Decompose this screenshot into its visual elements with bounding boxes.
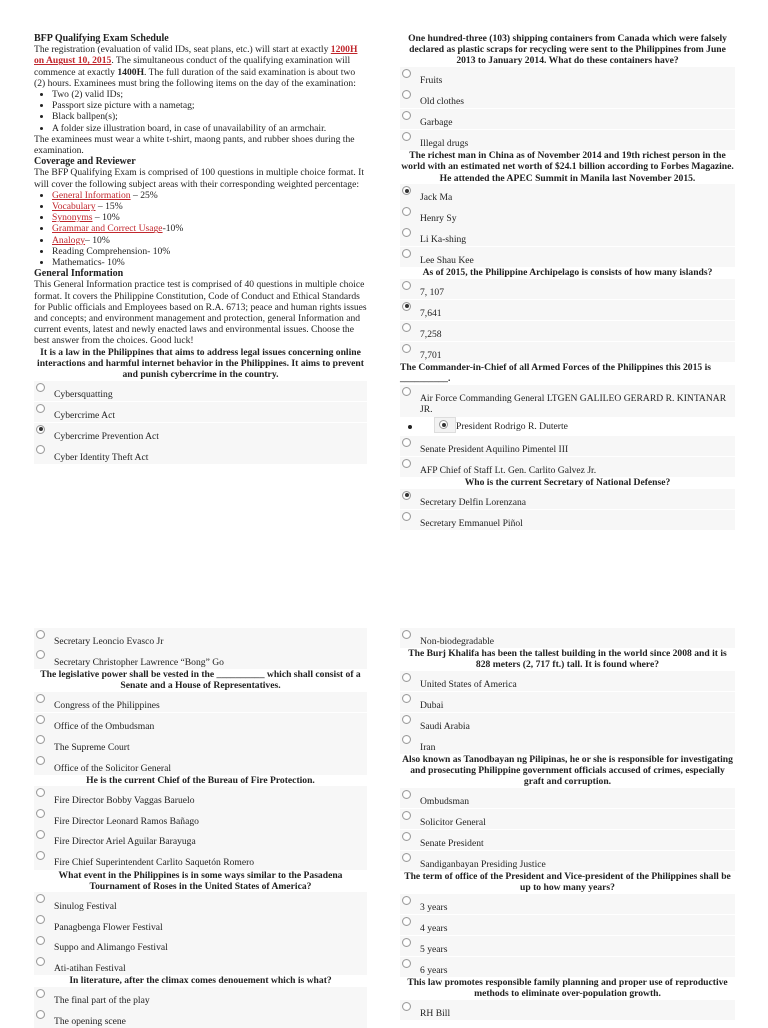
- left-top-column: [34, 33, 367, 464]
- answer-option[interactable]: Suppo and Alimango Festival: [34, 934, 367, 954]
- radio-button[interactable]: [402, 715, 411, 724]
- radio-button[interactable]: [36, 894, 45, 903]
- answer-option[interactable]: Non-biodegradable: [400, 628, 735, 648]
- radio-button[interactable]: [36, 809, 45, 818]
- subject-link[interactable]: Grammar and Correct Usage: [52, 223, 163, 235]
- answer-option[interactable]: Air Force Commanding General LTGEN GALILEO GERARD R. KINTANAR JR.: [400, 385, 735, 417]
- question-text: He is the current Chief of the Bureau of Fire Protection.: [86, 774, 315, 786]
- answer-option[interactable]: Li Ka-shing: [400, 226, 735, 246]
- subject-link[interactable]: General Information: [52, 189, 131, 201]
- radio-button[interactable]: [402, 630, 411, 639]
- answer-option[interactable]: Fruits: [400, 67, 735, 87]
- question-text: It is a law in the Philippines that aims to address legal issues concerning online interactions and harmful internet behavior in the Philippines. It aims to prevent and punish cybercrime in the country.: [37, 346, 364, 381]
- answer-option[interactable]: Sinulog Festival: [34, 892, 367, 912]
- list-item: • Two (2) valid IDs;: [52, 89, 367, 100]
- answer-option[interactable]: Senate President Aquilino Pimentel III: [400, 436, 735, 456]
- general-info-paragraph: This General Information practice test is comprised of 40 questions in multiple choice format. It covers the Philippine Constitution, Code of Conduct and Ethical Standards for Public officials and Employees based on R.A. 6713; peace and human rights issues and concepts; and environment management and protection, general Information and current events, latest and newly enacted laws and environmental issues. Choose the best answer from the choices. Good luck!: [34, 279, 367, 347]
- coverage-heading: Coverage and Reviewer: [34, 156, 136, 168]
- answer-option[interactable]: Secretary Delfin Lorenzana: [400, 489, 735, 509]
- question-text: The Commander-in-Chief of all Armed Forces of the Philippines this 2015 is __________.: [400, 362, 711, 385]
- radio-button[interactable]: [36, 650, 45, 659]
- radio-button-selected[interactable]: [439, 420, 448, 429]
- radio-button[interactable]: [36, 445, 45, 454]
- radio-button-selected[interactable]: [402, 491, 411, 500]
- radio-button[interactable]: [402, 207, 411, 216]
- subject-link[interactable]: Synonyms: [52, 212, 93, 224]
- answer-option[interactable]: RH Bill: [400, 1000, 735, 1020]
- general-info-heading: General Information: [34, 268, 124, 280]
- radio-button-selected[interactable]: [36, 425, 45, 434]
- question-text: In literature, after the climax comes denouement which is what?: [69, 975, 332, 987]
- list-item: • Black ballpen(s);: [52, 111, 367, 122]
- subject-link[interactable]: Analogy: [52, 234, 86, 246]
- radio-button[interactable]: [402, 832, 411, 841]
- answer-option[interactable]: 7,258: [400, 321, 735, 341]
- answer-option[interactable]: Panagbenga Flower Festival: [34, 913, 367, 933]
- answer-option[interactable]: Cybercrime Act: [34, 402, 367, 422]
- answer-option[interactable]: 7,641: [400, 300, 735, 320]
- list-item: • General Information – 25%: [52, 190, 367, 201]
- answer-option[interactable]: Secretary Emmanuel Piñol: [400, 510, 735, 530]
- radio-button[interactable]: [402, 228, 411, 237]
- radio-button[interactable]: [402, 673, 411, 682]
- radio-button[interactable]: [402, 735, 411, 744]
- answer-option[interactable]: Jack Ma: [400, 184, 735, 204]
- list-item: • Reading Comprehension- 10%: [52, 246, 367, 257]
- radio-button[interactable]: [402, 438, 411, 447]
- radio-button[interactable]: [402, 249, 411, 258]
- radio-button[interactable]: [402, 281, 411, 290]
- answer-option[interactable]: Cybersquatting: [34, 381, 367, 401]
- question-text: The legislative power shall be vested in the __________ which shall consist of a Senate and a House of Representatives.: [40, 668, 361, 691]
- answer-option[interactable]: United States of America: [400, 671, 735, 691]
- answer-option[interactable]: Cybercrime Prevention Act: [34, 423, 367, 443]
- radio-button[interactable]: [402, 694, 411, 703]
- question-text: Who is the current Secretary of National Defense?: [464, 477, 671, 489]
- question-text: The term of office of the President and Vice-president of the Philippines shall be up to how many years?: [404, 871, 731, 894]
- answer-option[interactable]: 7,701: [400, 342, 735, 362]
- registration-paragraph: The registration (evaluation of valid IDs, seat plans, etc.) will start at exactly 1200H on August 10, 2015. The simultaneous conduct of the qualifying examination will commence at exactly 1400H. The full duration of the said examination is about two (2) hours. Examinees must bring the following items on the day of the examination:: [34, 44, 358, 89]
- answer-option[interactable]: Solicitor General: [400, 809, 735, 829]
- radio-button[interactable]: [36, 957, 45, 966]
- radio-button[interactable]: [36, 715, 45, 724]
- answer-option[interactable]: President Rodrigo R. Duterte: [400, 417, 735, 435]
- radio-button-selected[interactable]: [402, 186, 411, 195]
- required-items-list: [34, 89, 367, 134]
- radio-button[interactable]: [402, 853, 411, 862]
- radio-button[interactable]: [402, 69, 411, 78]
- radio-button[interactable]: [36, 915, 45, 924]
- list-item: • Mathematics- 10%: [52, 257, 367, 268]
- radio-button[interactable]: [36, 1010, 45, 1019]
- answer-option[interactable]: Illegal drugs: [400, 130, 735, 150]
- answer-option[interactable]: Secretary Christopher Lawrence “Bong” Go: [34, 648, 367, 668]
- attire-paragraph: The examinees must wear a white t-shirt, maong pants, and rubber shoes during the examination.: [34, 133, 355, 157]
- list-item: • Passport size picture with a nametag;: [52, 100, 367, 111]
- question-text: The richest man in China as of November 2014 and 19th richest person in the world with an estimated net worth of $24.1 billion according to Forbes Magazine. He attended the APEC Summit in Manila last November 2015.: [401, 150, 734, 184]
- radio-button[interactable]: [402, 90, 411, 99]
- answer-option[interactable]: Congress of the Philippines: [34, 692, 367, 712]
- radio-button[interactable]: [36, 756, 45, 765]
- right-bottom-column: [400, 627, 735, 1020]
- radio-button[interactable]: [36, 936, 45, 945]
- answer-option[interactable]: 6 years: [400, 957, 735, 977]
- answer-option[interactable]: Secretary Leoncio Evasco Jr: [34, 628, 367, 648]
- answer-option[interactable]: 4 years: [400, 915, 735, 935]
- radio-button[interactable]: [402, 323, 411, 332]
- radio-button[interactable]: [36, 830, 45, 839]
- answer-option[interactable]: Office of the Ombudsman: [34, 713, 367, 733]
- radio-button[interactable]: [36, 788, 45, 797]
- list-item: • A folder size illustration board, in case of unavailability of an armchair.: [52, 123, 367, 134]
- answer-option[interactable]: Fire Director Ariel Aguilar Barayuga: [34, 828, 367, 848]
- radio-button[interactable]: [36, 989, 45, 998]
- answer-option[interactable]: Ati-atihan Festival: [34, 955, 367, 975]
- answer-option[interactable]: Senate President: [400, 830, 735, 850]
- radio-button[interactable]: [402, 1002, 411, 1011]
- answer-option[interactable]: Iran: [400, 733, 735, 753]
- answer-option[interactable]: Cyber Identity Theft Act: [34, 443, 367, 463]
- radio-button[interactable]: [402, 959, 411, 968]
- list-item: • Vocabulary – 15%: [52, 201, 367, 212]
- radio-button[interactable]: [402, 938, 411, 947]
- registration-time: 1200H on August 10, 2015: [34, 44, 358, 67]
- list-item: • Grammar and Correct Usage-10%: [52, 223, 367, 234]
- radio-button[interactable]: [402, 512, 411, 521]
- radio-button[interactable]: [36, 735, 45, 744]
- radio-button[interactable]: [36, 404, 45, 413]
- radio-button-selected[interactable]: [402, 302, 411, 311]
- coverage-paragraph: The BFP Qualifying Exam is comprised of 100 questions in multiple choice format. It will cover the following subject areas with their corresponding weighted percentage:: [34, 167, 365, 190]
- question-text: One hundred-three (103) shipping containers from Canada which were falsely declared as plastic scraps for recycling were sent to the Philippines from June 2013 to January 2014. What do these containers have?: [408, 33, 727, 67]
- bullet-icon: [408, 425, 412, 429]
- subject-link[interactable]: Vocabulary: [52, 201, 96, 213]
- list-item: • Analogy– 10%: [52, 235, 367, 246]
- radio-button[interactable]: [402, 387, 411, 396]
- question-text: Also known as Tanodbayan ng Pilipinas, he or she is responsible for investigating and prosecuting Philippine government officials accused of crimes, especially graft and corruption.: [402, 753, 733, 788]
- answer-option[interactable]: Sandiganbayan Presiding Justice: [400, 851, 735, 871]
- answer-option[interactable]: 5 years: [400, 936, 735, 956]
- answer-option[interactable]: The opening scene: [34, 1008, 367, 1028]
- answer-option[interactable]: Office of the Solicitor General: [34, 754, 367, 774]
- radio-button[interactable]: [402, 896, 411, 905]
- radio-button[interactable]: [402, 459, 411, 468]
- radio-button[interactable]: [402, 917, 411, 926]
- radio-button[interactable]: [402, 132, 411, 141]
- list-item: • Synonyms – 10%: [52, 212, 367, 223]
- radio-button[interactable]: [402, 344, 411, 353]
- answer-option[interactable]: AFP Chief of Staff Lt. Gen. Carlito Galvez Jr.: [400, 457, 735, 477]
- answer-option[interactable]: The Supreme Court: [34, 733, 367, 753]
- radio-button[interactable]: [402, 111, 411, 120]
- exam-time: 1400H: [117, 66, 145, 78]
- answer-option[interactable]: Henry Sy: [400, 205, 735, 225]
- answer-option[interactable]: Lee Shau Kee: [400, 247, 735, 267]
- answer-option[interactable]: 7, 107: [400, 279, 735, 299]
- question-text: This law promotes responsible family planning and proper use of reproductive methods to eliminate over-population growth.: [407, 977, 728, 1000]
- subjects-list: [34, 190, 367, 268]
- answer-option[interactable]: Fire Chief Superintendent Carlito Saquetón Romero: [34, 849, 367, 869]
- answer-option[interactable]: Old clothes: [400, 88, 735, 108]
- answer-option[interactable]: 3 years: [400, 894, 735, 914]
- question-text: The Burj Khalifa has been the tallest building in the world since 2008 and it is 828 meters (2, 717 ft.) tall. It is found where?: [408, 647, 727, 671]
- radio-button[interactable]: [36, 694, 45, 703]
- radio-button[interactable]: [36, 383, 45, 392]
- radio-button[interactable]: [402, 790, 411, 799]
- question-text: As of 2015, the Philippine Archipelago is consists of how many islands?: [422, 267, 713, 279]
- radio-button[interactable]: [36, 851, 45, 860]
- left-bottom-column: [34, 627, 367, 1028]
- answer-option[interactable]: The final part of the play: [34, 987, 367, 1007]
- question-text: What event in the Philippines is in some ways similar to the Pasadena Tournament of Roses in the United States of America?: [58, 869, 343, 892]
- exam-schedule-heading: BFP Qualifying Exam Schedule: [34, 33, 169, 44]
- answer-option[interactable]: Ombudsman: [400, 788, 735, 808]
- answer-option[interactable]: Garbage: [400, 109, 735, 129]
- right-top-column: [400, 33, 735, 530]
- radio-button[interactable]: [402, 811, 411, 820]
- radio-button[interactable]: [36, 630, 45, 639]
- answer-option[interactable]: Fire Director Bobby Vaggas Baruelo: [34, 786, 367, 806]
- answer-option[interactable]: Dubai: [400, 692, 735, 712]
- answer-option[interactable]: Saudi Arabia: [400, 713, 735, 733]
- answer-option[interactable]: Fire Director Leonard Ramos Bañago: [34, 807, 367, 827]
